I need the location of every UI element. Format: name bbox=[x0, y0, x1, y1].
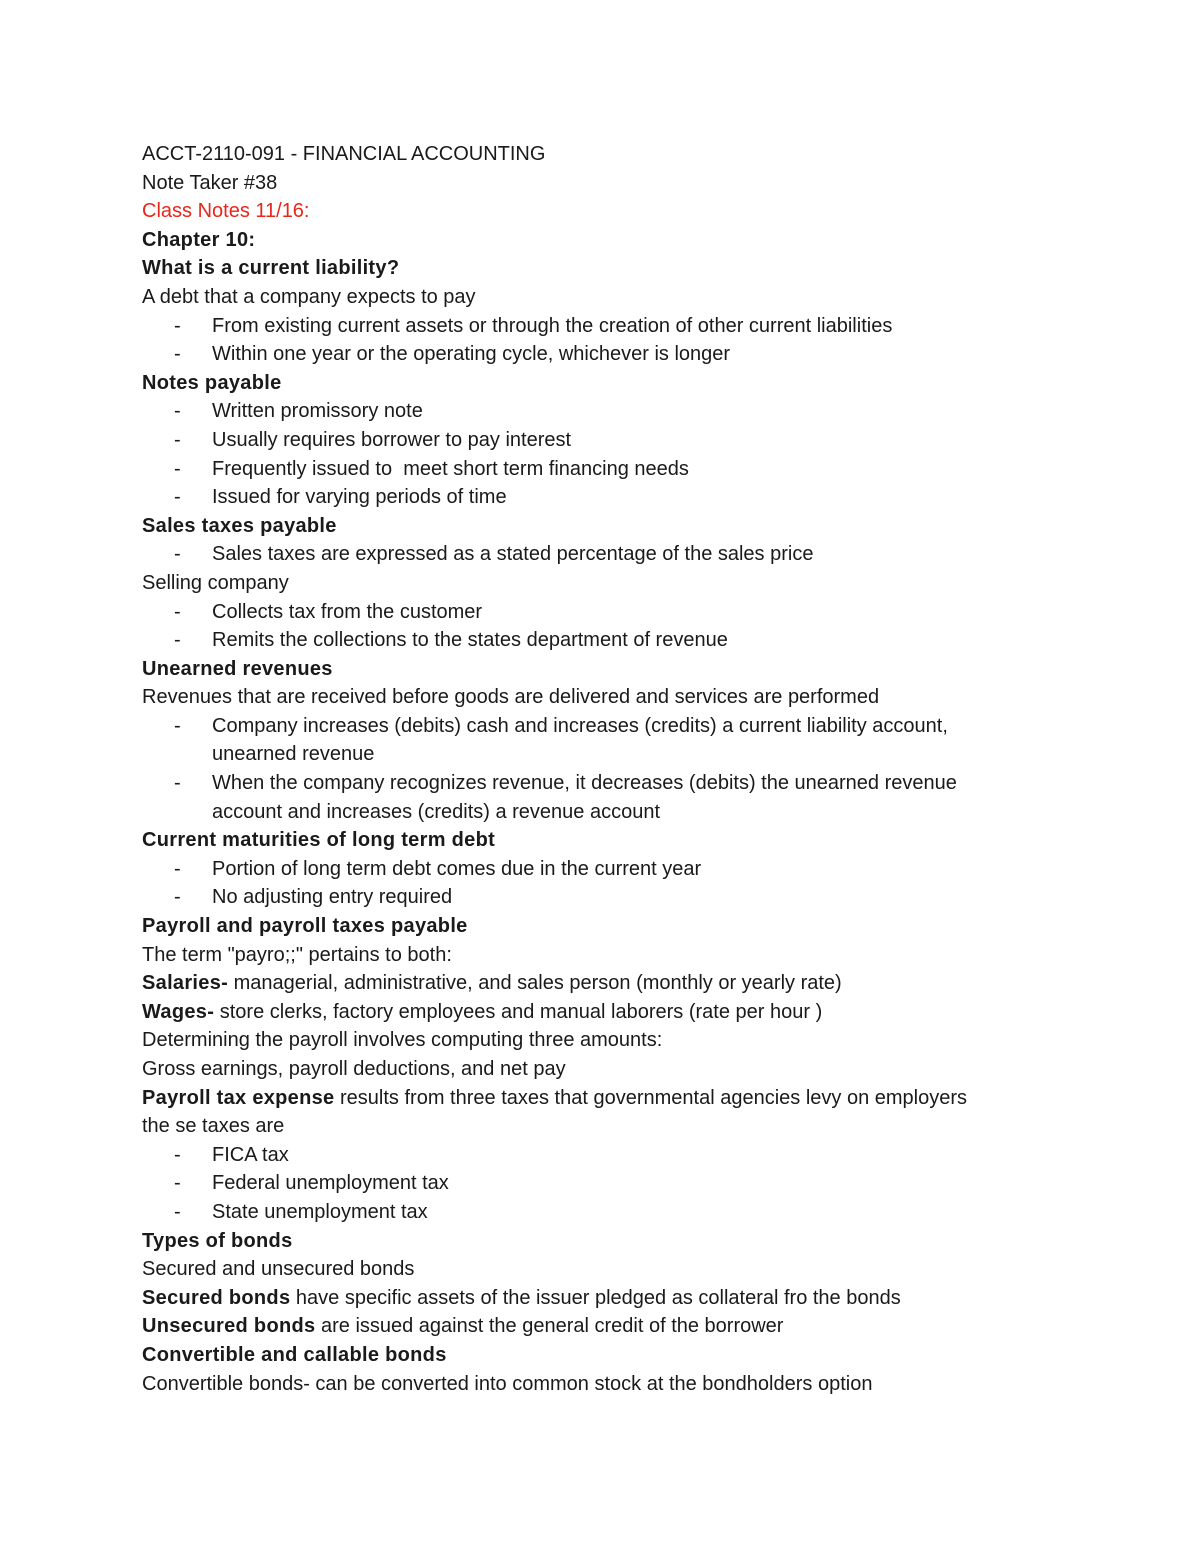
list-item-text: Frequently issued to meet short term financing needs bbox=[212, 457, 689, 480]
list-item-text: Sales taxes are expressed as a stated percentage of the sales price bbox=[212, 543, 814, 566]
list-item bbox=[142, 598, 1062, 627]
list-item bbox=[142, 1198, 1062, 1227]
bullet-dash: - bbox=[174, 714, 181, 737]
selling-company-label: Selling company bbox=[142, 571, 289, 594]
list-item bbox=[142, 855, 1062, 884]
unsecured-bonds-line bbox=[142, 1312, 1062, 1341]
list-item-text: Issued for varying periods of time bbox=[212, 486, 507, 509]
unsecured-bonds-text: are issued against the general credit of the borrower bbox=[315, 1315, 784, 1338]
list-item bbox=[142, 397, 1062, 426]
unsecured-bonds-label: Unsecured bonds bbox=[142, 1315, 316, 1338]
list-item bbox=[142, 312, 1062, 341]
list-item bbox=[142, 626, 1062, 655]
bullet-dash: - bbox=[174, 400, 181, 423]
list-item-text: When the company recognizes revenue, it decreases (debits) the unearned revenue bbox=[212, 772, 957, 795]
section-heading-unearned-revenues: Unearned revenues bbox=[142, 657, 333, 680]
current-liability-intro: A debt that a company expects to pay bbox=[142, 285, 476, 308]
list-item-text: Within one year or the operating cycle, whichever is longer bbox=[212, 343, 731, 366]
list-item bbox=[142, 540, 1062, 569]
list-item bbox=[142, 1169, 1062, 1198]
bullet-dash: - bbox=[174, 772, 181, 795]
list-item-text: Company increases (debits) cash and increases (credits) a current liability account, bbox=[212, 714, 948, 737]
payroll-term-line: The term "payro;;" pertains to both: bbox=[142, 943, 452, 966]
convertible-bonds-line: Convertible bonds- can be converted into common stock at the bondholders option bbox=[142, 1372, 873, 1395]
wages-text: store clerks, factory employees and manual laborers (rate per hour ) bbox=[214, 1000, 823, 1023]
salaries-label: Salaries- bbox=[142, 972, 229, 995]
list-item bbox=[142, 426, 1062, 455]
list-item-text: FICA tax bbox=[212, 1143, 289, 1166]
section-heading-current-liability: What is a current liability? bbox=[142, 257, 400, 280]
bullet-dash: - bbox=[174, 543, 181, 566]
list-item-text: State unemployment tax bbox=[212, 1200, 428, 1223]
note-taker: Note Taker #38 bbox=[142, 171, 278, 194]
list-item-text: From existing current assets or through the creation of other current liabilities bbox=[212, 314, 893, 337]
determining-line: Determining the payroll involves computing three amounts: bbox=[142, 1029, 663, 1052]
list-item bbox=[142, 1141, 1062, 1170]
list-item bbox=[142, 455, 1062, 484]
list-item-text: Remits the collections to the states department of revenue bbox=[212, 629, 728, 652]
document-page bbox=[142, 140, 1062, 1398]
list-item bbox=[142, 712, 1062, 741]
list-item-text: Federal unemployment tax bbox=[212, 1172, 449, 1195]
bullet-dash: - bbox=[174, 428, 181, 451]
unearned-revenues-intro: Revenues that are received before goods are delivered and services are performed bbox=[142, 686, 880, 709]
bullet-dash: - bbox=[174, 886, 181, 909]
wages-line bbox=[142, 998, 1062, 1027]
bullet-dash: - bbox=[174, 1172, 181, 1195]
list-item-continuation: unearned revenue bbox=[212, 743, 375, 766]
class-notes-date: Class Notes 11/16: bbox=[142, 200, 310, 223]
list-item-text: Collects tax from the customer bbox=[212, 600, 483, 623]
bullet-dash: - bbox=[174, 486, 181, 509]
bullet-dash: - bbox=[174, 1143, 181, 1166]
tax-expense-line bbox=[142, 1084, 1062, 1113]
bullet-dash: - bbox=[174, 343, 181, 366]
secured-bonds-line bbox=[142, 1284, 1062, 1313]
section-heading-payroll: Payroll and payroll taxes payable bbox=[142, 915, 468, 938]
secured-bonds-label: Secured bonds bbox=[142, 1286, 291, 1309]
bullet-dash: - bbox=[174, 600, 181, 623]
bullet-dash: - bbox=[174, 857, 181, 880]
salaries-text: managerial, administrative, and sales person (monthly or yearly rate) bbox=[228, 972, 842, 995]
bullet-dash: - bbox=[174, 629, 181, 652]
section-heading-sales-taxes: Sales taxes payable bbox=[142, 514, 337, 537]
section-heading-convertible-bonds: Convertible and callable bonds bbox=[142, 1343, 447, 1366]
salaries-line bbox=[142, 969, 1062, 998]
list-item-text: Usually requires borrower to pay interest bbox=[212, 428, 572, 451]
list-item bbox=[142, 883, 1062, 912]
chapter-heading: Chapter 10: bbox=[142, 228, 256, 251]
list-item-text: Portion of long term debt comes due in the current year bbox=[212, 857, 702, 880]
section-heading-notes-payable: Notes payable bbox=[142, 371, 282, 394]
section-heading-types-of-bonds: Types of bonds bbox=[142, 1229, 293, 1252]
bullet-dash: - bbox=[174, 314, 181, 337]
tax-expense-text: results from three taxes that governmental agencies levy on employers bbox=[334, 1086, 967, 1109]
wages-label: Wages- bbox=[142, 1000, 215, 1023]
list-item-continuation: account and increases (credits) a revenue account bbox=[212, 800, 661, 823]
course-title: ACCT-2110-091 - FINANCIAL ACCOUNTING bbox=[142, 143, 546, 165]
list-item bbox=[142, 340, 1062, 369]
list-item bbox=[142, 483, 1062, 512]
list-item-text: Written promissory note bbox=[212, 400, 423, 423]
list-item bbox=[142, 769, 1062, 798]
gross-line: Gross earnings, payroll deductions, and net pay bbox=[142, 1058, 566, 1080]
tax-expense-label: Payroll tax expense bbox=[142, 1086, 335, 1109]
bullet-dash: - bbox=[174, 457, 181, 480]
section-heading-current-maturities: Current maturities of long term debt bbox=[142, 829, 496, 852]
tax-expense-continuation: the se taxes are bbox=[142, 1115, 285, 1138]
list-item-text: No adjusting entry required bbox=[212, 886, 453, 909]
bullet-dash: - bbox=[174, 1200, 181, 1223]
secured-bonds-text: have specific assets of the issuer pledged as collateral fro the bonds bbox=[290, 1286, 901, 1309]
secured-unsecured-line: Secured and unsecured bonds bbox=[142, 1258, 415, 1281]
